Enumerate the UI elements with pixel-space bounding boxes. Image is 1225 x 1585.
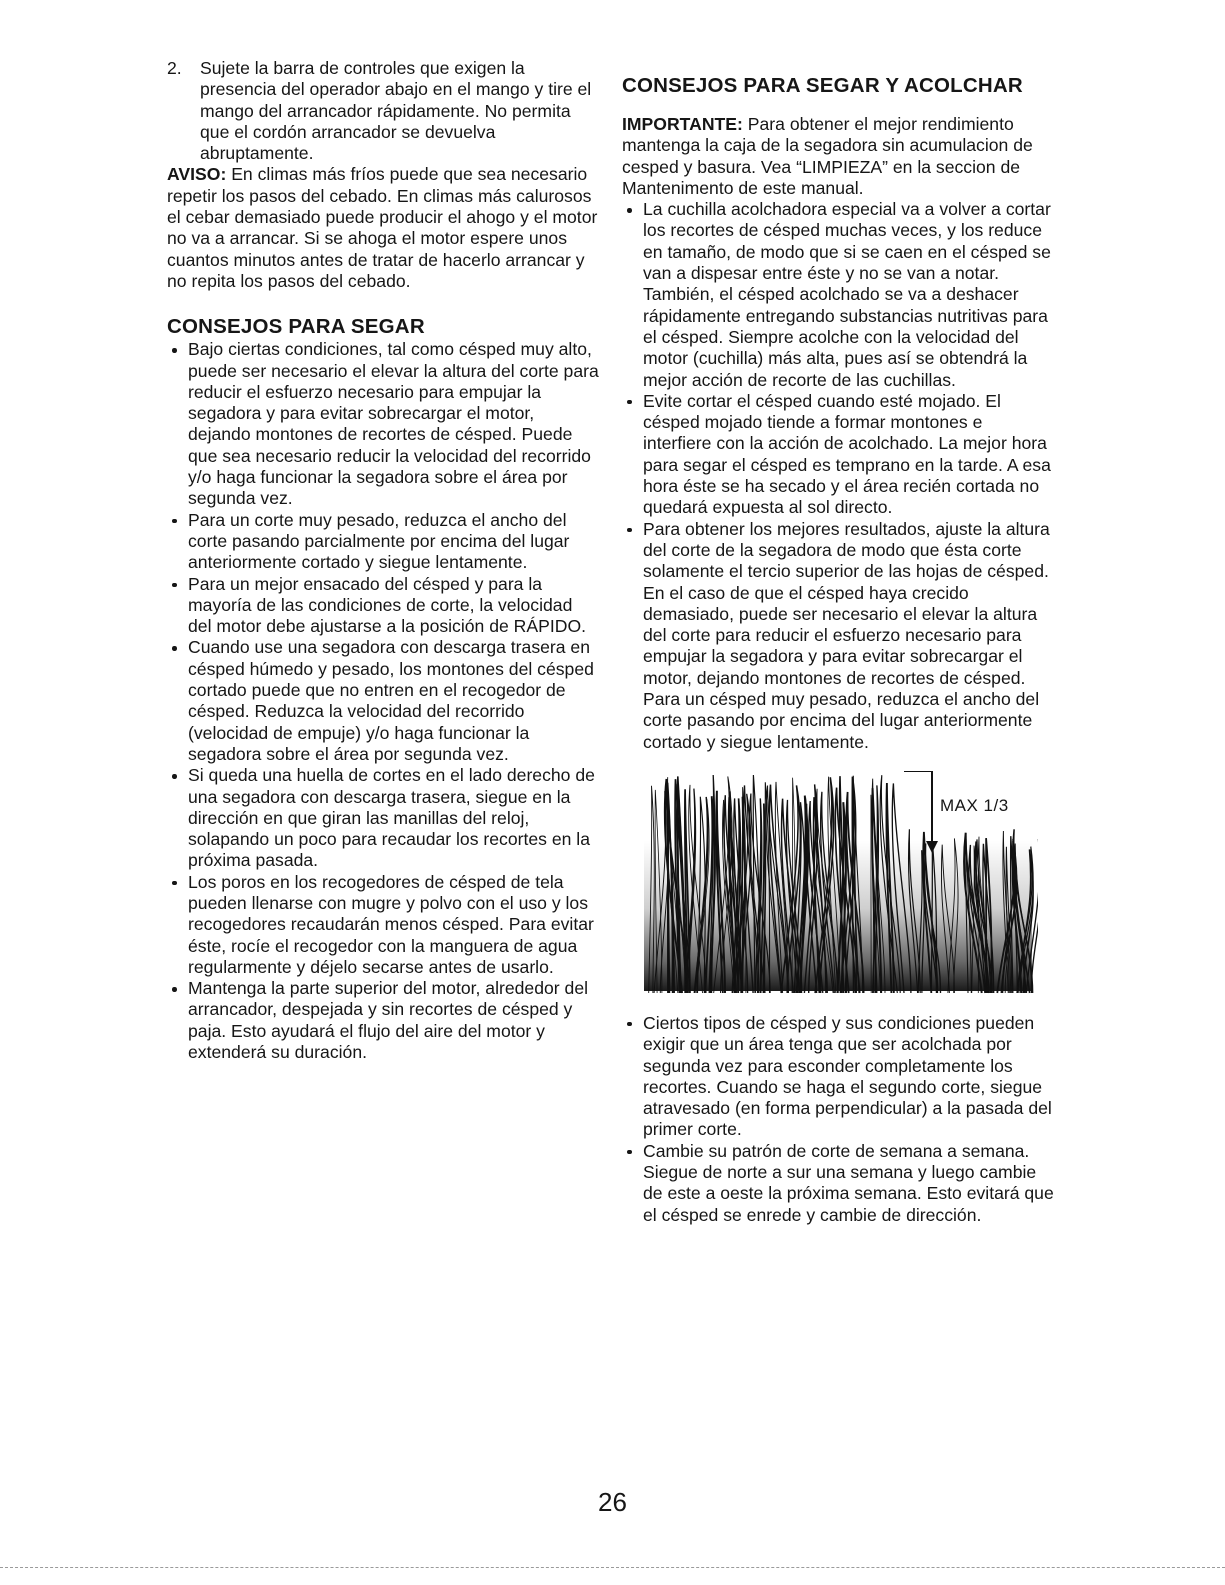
list-item: La cuchilla acolchadora especial va a volver a cortar los recortes de césped muchas veces, y los reduce en tamaño, de modo que si se caen en el césped se van a dispesar entre éste y no se van a notar. También, el césped acolchado se va a deshacer rápidamente entregando substancias nutritivas para el césped. Siempre acolche con la velocidad del motor (cuchilla) más alta, pues así se obtendrá la mejor acción de recorte de las cuchillas. xyxy=(622,199,1054,391)
notice-paragraph xyxy=(167,164,599,292)
notice-label: AVISO: xyxy=(167,164,227,185)
list-item: Para un mejor ensacado del césped y para la mayoría de las condiciones de corte, la velocidad del motor debe ajustarse a la posición de RÁPIDO. xyxy=(167,574,599,638)
list-item: Ciertos tipos de césped y sus condiciones pueden exigir que un área tenga que ser acolchada por segunda vez para esconder completamente los recortes. Cuando se haga el segundo corte, siegue atravesado (en forma perpendicular) a la pasada del primer corte. xyxy=(622,1013,1054,1141)
step-2 xyxy=(167,58,599,164)
list-item: Cuando use una segadora con descarga trasera en césped húmedo y pesado, los montones del césped cortado puede que no entren en el recogedor de césped. Reduzca la velocidad del recorrido (velocidad de empuje) y/o haga funcionar la segadora sobre el área por segunda vez. xyxy=(167,637,599,765)
important-label: IMPORTANTE: xyxy=(622,114,743,134)
max-third-label: MAX 1/3 xyxy=(940,795,1009,815)
important-paragraph xyxy=(622,114,1054,199)
step-number: 2. xyxy=(167,58,182,78)
right-column xyxy=(622,58,1054,1226)
step-text: Sujete la barra de controles que exigen la presencia del operador abajo en el mango y tire el mango del arrancador rápidamente. No permita que el cordón arrancador se devuelva abruptamente. xyxy=(200,58,592,164)
mowing-tips-heading: CONSEJOS PARA SEGAR xyxy=(167,315,425,339)
notice-text: En climas más fríos puede que sea necesario repetir los pasos del cebado. En climas más calurosos el cebar demasiado puede producir el ahogo y el motor no va a arrancar. Si se ahoga el motor espere unos cuantos minutos antes de tratar de hacerlo arrancar y no repita los pasos del cebado. xyxy=(167,164,598,291)
mulching-tips-list-2 xyxy=(622,1013,1054,1226)
important-text: Para obtener el mejor rendimiento mantenga la caja de la segadora sin acumulacion de cesped y basura. Vea “LIMPIEZA” en la seccion de Mantenimento de este manual. xyxy=(622,114,1033,198)
bottom-rule xyxy=(0,1567,1225,1568)
list-item: Para obtener los mejores resultados, ajuste la altura del corte de la segadora de modo que ésta corte solamente el tercio superior de las hojas de césped. En el caso de que el césped haya crecido demasiado, puede ser necesario el elevar la altura del corte para reducir el esfuerzo necesario para empujar la segadora y para evitar sobrecargar el motor, dejando montones de recortes de césped. Para un césped muy pesado, reduzca el ancho del corte pasando por encima del lugar anteriormente cortado y siegue lentamente. xyxy=(622,519,1054,753)
mowing-tips-list xyxy=(167,339,599,1063)
list-item: Los poros en los recogedores de césped de tela pueden llenarse con mugre y polvo con el uso y los recogedores recaudarán menos césped. Para evitar éste, rocíe el recogedor con la manguera de agua regularmente y déjelo secarse antes de usarlo. xyxy=(167,872,599,978)
list-item: Si queda una huella de cortes en el lado derecho de una segadora con descarga trasera, siegue en la dirección en que giran las manillas del reloj, solapando un poco para recaudar los recortes en la próxima pasada. xyxy=(167,765,599,871)
list-item: Bajo ciertas condiciones, tal como césped muy alto, puede ser necesario el elevar la altura del corte para reducir el esfuerzo necesario para empujar la segadora y para evitar sobrecargar el motor, dejando montones de recortes de césped. Puede que sea necesario reducir la velocidad del recorrido y/o haga funcionar la segadora sobre el área por segunda vez. xyxy=(167,339,599,509)
list-item: Evite cortar el césped cuando esté mojado. El césped mojado tiende a formar montones e interfiere con la acción de acolchado. La mejor hora para segar el césped es temprano en la tarde. A esa hora éste se ha secado y el área recién cortada no quedará expuesta al sol directo. xyxy=(622,391,1054,519)
left-column xyxy=(167,58,599,1063)
list-item: Para un corte muy pesado, reduzca el ancho del corte pasando parcialmente por encima del lugar anteriormente cortado y siegue lentamente. xyxy=(167,510,599,574)
grass-height-illustration xyxy=(638,771,1038,997)
list-item: Cambie su patrón de corte de semana a semana. Siegue de norte a sur una semana y luego cambie de este a oeste la próxima semana. Esto evitará que el césped se enrede y cambie de dirección. xyxy=(622,1141,1054,1226)
mulching-tips-list xyxy=(622,199,1054,753)
list-item: Mantenga la parte superior del motor, alrededor del arrancador, despejada y sin recortes de césped y paja. Esto ayudará el flujo del aire del motor y extenderá su duración. xyxy=(167,978,599,1063)
mulching-tips-heading: CONSEJOS PARA SEGAR Y ACOLCHAR xyxy=(622,74,1023,97)
page-number: 26 xyxy=(598,1487,627,1517)
